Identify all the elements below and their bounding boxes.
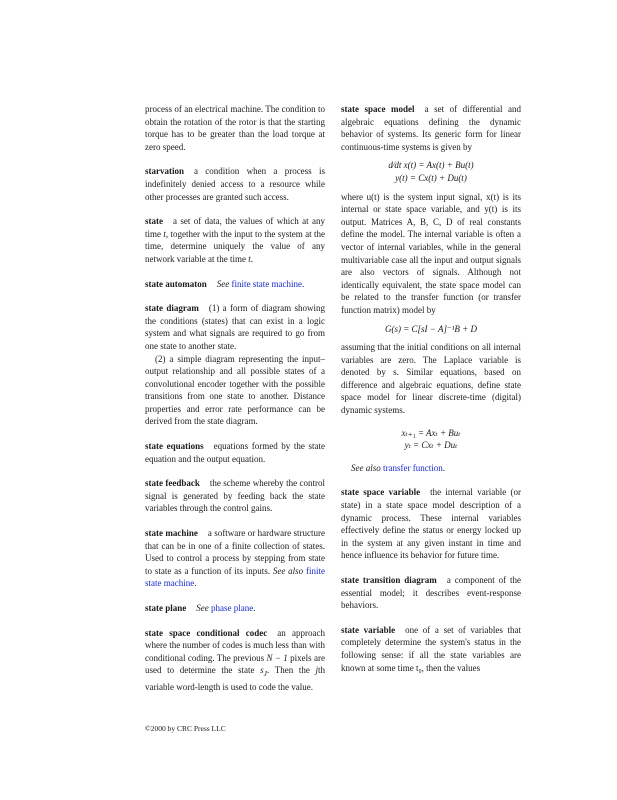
entry-state-machine [145, 527, 325, 590]
term-state-transition-diagram: state transition diagram [341, 575, 437, 585]
punct: . [194, 578, 197, 589]
right-column [341, 103, 521, 686]
entry-continuation [145, 103, 325, 153]
entry-state-space-variable [341, 486, 521, 562]
definition-state-machine: a software or hardware structure that can be in one of a finite collection of states. Used to control a process by stepping from state to state as a function of its inputs. [145, 528, 325, 576]
see-also-label: See also [272, 565, 304, 576]
term-state-space-variable: state space variable [341, 487, 421, 498]
equation-line: xₜ₊₁ = Axₜ + Buₜ [401, 427, 461, 438]
definition-state-space-variable: the internal variable (or state) in a state space model description of a dynamic process. These internal variables effectively define the status or energy locked up in the system at any given instant in time and hence influence its behavior for future time. [341, 487, 521, 561]
entry-starvation [145, 165, 325, 203]
punct: . [301, 278, 305, 289]
punct: . [253, 603, 256, 613]
term-state-diagram: state diagram [145, 303, 199, 314]
math-var: s [260, 665, 264, 676]
punct: . [442, 462, 445, 473]
entry-state-space-conditional-codec [145, 627, 325, 694]
copyright-footer: ©2000 by CRC Press LLC [145, 724, 226, 733]
equation-line: yₜ = Cxₜ + Duₜ [404, 440, 458, 451]
entry-state-variable [341, 624, 521, 674]
definition-state-diagram-1: (1) a form of diagram showing the conditions (states) that can exist in a logic system and what signals are required to go from one state to another state. [145, 303, 325, 351]
definition-state-variable: one of a set of variables that completely determine the system's status in the following sense: if all the state variables are known at some time t₀, then the values [341, 624, 521, 673]
definition-codec-part: th variable word-length is used to code the value. [145, 665, 326, 692]
definition-ssm-part: a set of differential and algebraic equations defining the dynamic behavior of systems. Its generic form for linear continuous-time systems is given by [341, 104, 521, 152]
definition-state-equations: equations formed by the state equation and the output equation. [145, 441, 325, 464]
see-also-label: See also [351, 462, 381, 473]
see-label: See [196, 603, 209, 613]
term-state-space-model: state space model [341, 104, 415, 114]
definition-codec-part: an approach where the number of codes is much less than with conditional coding. The previous [145, 627, 325, 663]
entry-state-plane [145, 602, 325, 615]
definition-state-part: a set of data, the values of which at any time [145, 216, 325, 239]
continuation-text: process of an electrical machine. The condition to obtain the rotation of the rotor is that the starting torque has to be greater than the load torque at zero speed. [145, 104, 325, 152]
definition-ssm-part: assuming that the initial conditions on all internal variables are zero. The Laplace variable is denoted by s. Similar equations, based on difference and algebraic equations, define state space model for linear discrete-time (digital) dynamic systems. [341, 342, 521, 416]
equation-line: G(s) = C[sI − A]⁻¹B + D [384, 323, 477, 334]
term-state-variable: state variable [341, 624, 396, 635]
entry-state-automaton [145, 278, 325, 291]
equation-line: y(t) = Cx(t) + Du(t) [395, 172, 467, 183]
term-state-space-conditional-codec: state space conditional codec [145, 627, 268, 638]
definition-ssm-part: where u(t) is the system input signal, x(t) is its internal or state space variable, and y(t) is its output. Matrices A, B, C, D of real constants define the model. The internal variable is often a vector of internal variables, while in the general multivariable case all the input and output signals are also vectors of signals. Although not identically equivalent, the state space model can be related to the transfer function (or transfer function matrix) model by [341, 191, 521, 315]
link-finite-state-machine-2[interactable]: finite state machine [145, 565, 326, 589]
left-column [145, 103, 325, 705]
math-var: t [248, 253, 251, 264]
definition-starvation: a condition when a process is indefinitely denied access to a resource while other processes are granted such access. [145, 166, 325, 202]
entry-state-diagram [145, 302, 325, 428]
math-var: N − 1 [266, 652, 288, 663]
math-var: t [163, 228, 166, 239]
equation-line: d⁄dt x(t) = Ax(t) + Bu(t) [388, 160, 474, 171]
see-label: See [216, 278, 230, 289]
definition-state-transition-diagram: a component of the essential model; it describes event-response behaviors. [341, 575, 521, 611]
definition-codec-part: . Then the [267, 665, 316, 676]
entry-state-feedback [145, 477, 325, 515]
term-state: state [145, 216, 163, 227]
term-state-equations: state equations [145, 441, 204, 452]
equation-continuous [341, 159, 521, 184]
term-state-feedback: state feedback [145, 478, 200, 489]
link-phase-plane[interactable]: phase plane [211, 603, 254, 613]
term-state-machine: state machine [145, 528, 198, 539]
definition-state-feedback: the scheme whereby the control signal is generated by feeding back the state variables through the control gains. [145, 478, 325, 514]
term-state-automaton: state automaton [145, 278, 207, 289]
definition-state-diagram-2: (2) a simple diagram representing the input–output relationship and all possible states of a convolutional encoder together with the possible transitions from one state to another. Distance properties and error rate performance can be derived from the state diagram. [145, 353, 325, 427]
math-subscript: J [263, 669, 267, 679]
equation-discrete [341, 427, 521, 452]
term-starvation: starvation [145, 166, 184, 177]
equation-transfer [341, 323, 521, 336]
definition-state-part: , together with the input to the system at the time, determine uniquely the value of any network variable at the time [145, 228, 325, 264]
entry-state-transition-diagram [341, 574, 521, 612]
definition-codec-part: pixels are used to determine the state [145, 652, 325, 676]
link-finite-state-machine[interactable]: finite state machine [231, 278, 302, 289]
definition-state-part: . [250, 253, 253, 264]
entry-state-equations [145, 440, 325, 465]
entry-state-space-model [341, 103, 521, 474]
link-transfer-function[interactable]: transfer function [383, 462, 443, 473]
entry-state [145, 215, 325, 265]
math-var: j [315, 665, 318, 676]
term-state-plane: state plane [145, 603, 187, 613]
